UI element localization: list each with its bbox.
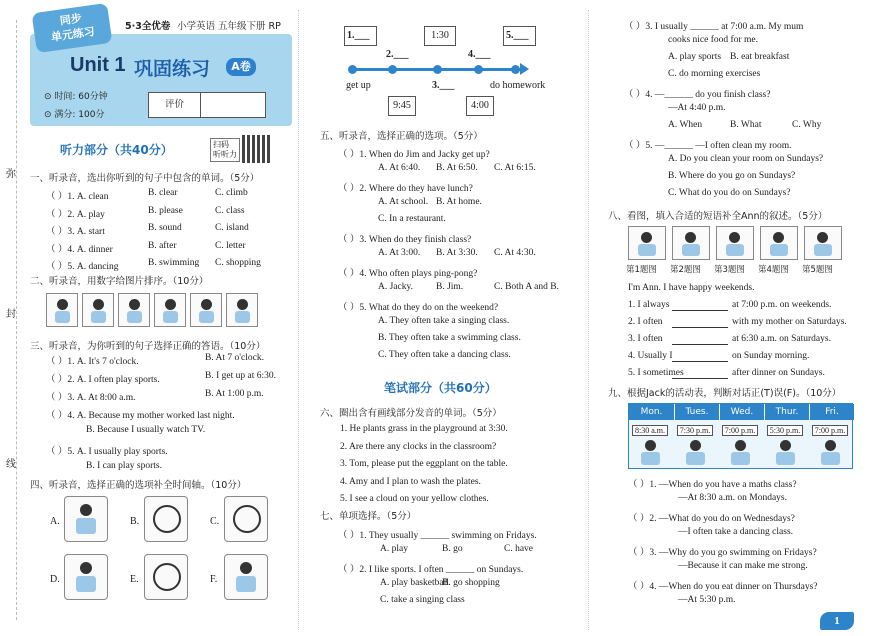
dialogue-answer: —At 5:30 p.m.	[678, 595, 736, 605]
dialogue-answer: —I often take a dancing class.	[678, 527, 794, 537]
body-icon	[814, 244, 832, 256]
weekend-picture	[760, 226, 798, 260]
question-option: B. At 6:50.	[436, 163, 478, 173]
dialogue-answer: —Because it can make me strong.	[678, 561, 808, 571]
person-icon	[773, 232, 784, 243]
question-option: B. eat breakfast	[730, 52, 790, 62]
writing-header: 笔试部分（共60分）	[384, 381, 497, 395]
question-option: B. At 3:30.	[436, 248, 478, 258]
clock-icon	[153, 505, 181, 533]
question: （ ）5. —______ —I often clean my room.	[624, 141, 792, 151]
question-option: B. At home.	[436, 197, 482, 207]
sentence: 3. Tom, please put the eggplant on the table.	[340, 459, 508, 469]
section-8-title: 八、看图，填入合适的短语补全Ann的叙述。（5分）	[608, 211, 828, 222]
fill-sentence-end: at 6:30 a.m. on Saturdays.	[732, 334, 831, 344]
activity-picture	[46, 293, 78, 327]
dialogue-answer: —At 8:30 a.m. on Mondays.	[678, 493, 787, 503]
option-row: （ ）1. A. clean	[46, 192, 109, 202]
series-label: 5·3全优卷 小学英语 五年级下册 RP	[125, 21, 281, 32]
timeline-slot-5: 5.___	[503, 26, 536, 46]
answer-b: B. At 1:00 p.m.	[205, 389, 264, 399]
option-row: （ ）5. A. dancing	[46, 262, 119, 272]
person-icon	[237, 299, 248, 310]
qr-label: 扫码 听听力	[210, 138, 240, 162]
option-label: E.	[130, 574, 139, 585]
option-c: C. class	[215, 205, 245, 216]
question-option: B. Jim.	[436, 282, 464, 292]
activity-time: 7:00 p.m.	[722, 425, 758, 436]
section-9-title: 九、根据Jack的活动表，判断对话正(T)误(F)。（10分）	[608, 388, 842, 399]
evaluation-box	[148, 92, 266, 118]
activity-picture	[154, 293, 186, 327]
header-banner	[30, 6, 292, 126]
answer-row: （ ）1. A. It's 7 o'clock.	[46, 357, 139, 367]
fill-sentence-start: 4. Usually I	[628, 351, 673, 361]
timeline-slot-2: 2.___	[386, 49, 409, 60]
activity-picture	[118, 293, 150, 327]
option-b: B. after	[148, 240, 177, 251]
question: （ ）5. What do they do on the weekend?	[338, 303, 499, 313]
fill-sentence-end: after dinner on Sundays.	[732, 368, 825, 378]
time-label: ⊙ 时间: 60分钟	[44, 92, 108, 102]
question-option: C. At 6:15.	[494, 163, 536, 173]
question-option: A. Jacky.	[378, 282, 413, 292]
qr-code-icon[interactable]	[242, 135, 270, 163]
person-icon	[729, 232, 740, 243]
question-option: A. play basketball	[380, 578, 449, 588]
person-icon	[240, 562, 252, 574]
section-3-title: 三、听录音，为你听到的句子选择正确的答语。（10分）	[30, 341, 266, 352]
option-b: B. sound	[148, 223, 182, 233]
question: （ ）4. —______ do you finish class?	[624, 90, 771, 100]
body-icon	[235, 311, 250, 323]
fill-sentence-end: on Sunday morning.	[732, 351, 810, 361]
question-option: C. Both A and B.	[494, 282, 559, 292]
column-divider	[588, 10, 589, 630]
option-picture	[224, 554, 268, 600]
answer-row: （ ）3. A. At 8:00 a.m.	[46, 393, 136, 403]
dialogue-question: （ ）1. —When do you have a maths class?	[628, 480, 797, 490]
activity-time: 7:30 p.m.	[677, 425, 713, 436]
body-icon	[770, 244, 788, 256]
answer-blank	[672, 310, 728, 311]
option-c: C. shopping	[215, 258, 261, 268]
timeline-slot-1: 1.___	[344, 26, 377, 46]
question-option: C. In a restaurant.	[378, 214, 446, 224]
fill-sentence-end: at 7:00 p.m. on weekends.	[732, 300, 832, 310]
title-chinese: 巩固练习	[134, 58, 211, 80]
section-5-title: 五、听录音，选择正确的选项。（5分）	[320, 131, 483, 142]
person-icon	[780, 440, 791, 451]
margin-label: 线	[6, 459, 16, 470]
option-label: A.	[50, 516, 60, 527]
fill-sentence-start: 3. I often	[628, 334, 663, 344]
clock-icon	[153, 563, 181, 591]
question-option: A. play sports	[668, 52, 722, 62]
option-picture	[144, 496, 188, 542]
question: （ ）1. They usually ______ swimming on Fridays.	[338, 531, 537, 541]
badge-a: A卷	[226, 58, 256, 76]
body-icon	[682, 244, 700, 256]
body-icon	[163, 311, 178, 323]
timeline-dot	[511, 65, 520, 74]
answer-blank	[672, 378, 728, 379]
person-icon	[80, 504, 92, 516]
person-icon	[817, 232, 828, 243]
question: （ ）4. Who often plays ping-pong?	[338, 269, 478, 279]
person-icon	[93, 299, 104, 310]
body-icon	[76, 518, 96, 534]
answer-row: B. Because I usually watch TV.	[86, 425, 206, 435]
question-option: C. have	[504, 544, 534, 554]
activity-time: 5:30 p.m.	[767, 425, 803, 436]
timeline-dot	[348, 65, 357, 74]
timeline-dot	[474, 65, 483, 74]
option-label: F.	[210, 574, 218, 585]
timeline-time-3: 4:00	[466, 96, 494, 116]
section-4-title: 四、听录音，选择正确的选项补全时间轴。（10分）	[30, 480, 247, 491]
sync-tag-line1: 同步	[59, 11, 83, 28]
option-picture	[64, 496, 108, 542]
answer-row: （ ）5. A. I usually play sports.	[46, 447, 168, 457]
question-continued: —At 4:40 p.m.	[668, 103, 726, 113]
person-icon	[57, 299, 68, 310]
unit-title: Unit 1	[70, 54, 126, 76]
activity-time: 7:00 p.m.	[812, 425, 848, 436]
option-picture	[144, 554, 188, 600]
activity-picture	[190, 293, 222, 327]
fill-sentence-end: with my mother on Saturdays.	[732, 317, 847, 327]
sentence: 1. He plants grass in the playground at 3:30.	[340, 424, 508, 434]
answer-row: B. I can play sports.	[86, 461, 162, 471]
answer-row: （ ）4. A. Because my mother worked last night.	[46, 411, 235, 421]
weekend-picture	[672, 226, 710, 260]
weekend-picture	[804, 226, 842, 260]
sentence: 4. Amy and I plan to wash the plates.	[340, 476, 481, 487]
body-icon	[236, 576, 256, 592]
section-1-title: 一、听录音，选出你听到的句子中包含的单词。（5分）	[30, 173, 260, 184]
timeline-start-label: get up	[346, 80, 371, 91]
column-divider	[298, 10, 299, 630]
day-header: Thur.	[764, 404, 809, 420]
option-picture	[64, 554, 108, 600]
option-b: B. please	[148, 205, 183, 216]
timeline-slot-4: 4.___	[468, 49, 491, 60]
activity-table-frame	[628, 403, 853, 469]
body-icon	[686, 452, 705, 465]
dialogue-question: （ ）3. —Why do you go swimming on Fridays?	[628, 548, 817, 558]
person-icon	[641, 232, 652, 243]
section-7-title: 七、单项选择。（5分）	[320, 511, 417, 522]
question-option: A. At school.	[378, 197, 429, 207]
question-option: C. At 4:30.	[494, 248, 536, 258]
person-icon	[645, 440, 656, 451]
body-icon	[641, 452, 660, 465]
body-icon	[91, 311, 106, 323]
margin-label: 封	[6, 309, 16, 320]
question-option: C. Why	[792, 120, 822, 130]
dialogue-question: （ ）2. —What do you do on Wednesdays?	[628, 514, 795, 524]
question: （ ）1. When do Jim and Jacky get up?	[338, 150, 490, 160]
question-option: C. do morning exercises	[668, 69, 761, 79]
score-label: ⊙ 满分: 100分	[44, 110, 105, 120]
timeline-time-1: 1:30	[424, 26, 456, 46]
question: （ ）3. I usually ______ at 7:00 a.m. My mum	[624, 22, 804, 32]
weekend-picture	[628, 226, 666, 260]
clock-icon	[233, 505, 261, 533]
question-option: A. At 6:40.	[378, 163, 421, 173]
body-icon	[55, 311, 70, 323]
answer-blank	[672, 361, 728, 362]
question-option: A. When	[668, 120, 703, 130]
question-option: B. go	[442, 544, 463, 554]
answer-blank	[672, 327, 728, 328]
picture-caption: 第4题图	[758, 265, 789, 275]
question-option: B. go shopping	[442, 578, 500, 588]
question-option: A. play	[380, 544, 408, 554]
question-option: A. At 3:00.	[378, 248, 421, 258]
evaluation-label: 评价	[149, 93, 201, 117]
question-option: B. Where do you go on Sundays?	[668, 171, 796, 181]
margin-label: 弥	[6, 169, 16, 180]
timeline-dot	[388, 65, 397, 74]
timeline-end-label: do homework	[490, 80, 546, 91]
body-icon	[638, 244, 656, 256]
question-option: C. They often take a dancing class.	[378, 350, 511, 360]
person-icon	[129, 299, 140, 310]
question-option: B. They often take a swimming class.	[378, 333, 521, 343]
question: （ ）2. I like sports. I often ______ on Sundays.	[338, 565, 524, 575]
body-icon	[731, 452, 750, 465]
person-icon	[80, 562, 92, 574]
option-label: C.	[210, 516, 220, 527]
body-icon	[726, 244, 744, 256]
fill-sentence-start: 2. I often	[628, 317, 663, 327]
answer-blank	[672, 344, 728, 345]
question-continued: cooks nice food for me.	[668, 35, 758, 45]
section-2-title: 二、听录音，用数字给图片排序。（10分）	[30, 276, 209, 287]
option-b: B. clear	[148, 188, 178, 198]
person-icon	[825, 440, 836, 451]
sentence: 2. Are there any clocks in the classroom?	[340, 441, 497, 452]
question: （ ）2. Where do they have lunch?	[338, 184, 473, 194]
person-icon	[735, 440, 746, 451]
day-header: Mon.	[629, 404, 674, 420]
body-icon	[776, 452, 795, 465]
body-icon	[199, 311, 214, 323]
section-8-intro: I'm Ann. I have happy weekends.	[628, 283, 755, 293]
body-icon	[76, 576, 96, 592]
picture-caption: 第2题图	[670, 265, 701, 275]
option-row: （ ）2. A. play	[46, 209, 105, 220]
question-option: A. They often take a singing class.	[378, 316, 510, 326]
person-icon	[201, 299, 212, 310]
option-c: C. climb	[215, 188, 248, 198]
timeline-dot	[433, 65, 442, 74]
person-icon	[685, 232, 696, 243]
option-b: B. swimming	[148, 258, 200, 268]
option-c: C. island	[215, 223, 249, 233]
listening-header: 听力部分（共40分）	[60, 143, 173, 157]
section-6-title: 六、圈出含有画线部分发音的单词。（5分）	[320, 408, 502, 419]
question-option: C. What do you do on Sundays?	[668, 188, 791, 198]
option-picture	[224, 496, 268, 542]
sync-tag-line2: 单元练习	[50, 24, 96, 44]
activity-time: 8:30 a.m.	[632, 425, 668, 436]
option-label: B.	[130, 516, 140, 527]
picture-caption: 第1题图	[626, 265, 657, 275]
picture-caption: 第3题图	[714, 265, 745, 275]
timeline-time-2: 9:45	[388, 96, 416, 116]
timeline-slot-3: 3.___	[432, 80, 455, 91]
fill-sentence-start: 1. I always	[628, 300, 670, 310]
dialogue-question: （ ）4. —When do you eat dinner on Thursdays?	[628, 582, 818, 592]
option-row: （ ）3. A. start	[46, 227, 105, 237]
fill-sentence-start: 5. I sometimes	[628, 368, 684, 378]
question-option: A. Do you clean your room on Sundays?	[668, 154, 824, 164]
body-icon	[821, 452, 840, 465]
answer-b: B. I get up at 6:30.	[205, 371, 276, 381]
person-icon	[690, 440, 701, 451]
answer-row: （ ）2. A. I often play sports.	[46, 375, 160, 385]
question-option: B. What	[730, 120, 762, 130]
day-header: Wed.	[719, 404, 764, 420]
page-number: 1	[820, 612, 854, 630]
question-option: C. take a singing class	[380, 595, 465, 605]
day-header: Fri.	[809, 404, 854, 420]
option-label: D.	[50, 574, 60, 585]
timeline-arrow-icon	[520, 63, 529, 75]
body-icon	[127, 311, 142, 323]
cut-line	[16, 20, 17, 620]
sentence: 5. I see a cloud on your yellow clothes.	[340, 494, 489, 504]
picture-caption: 第5题图	[802, 265, 833, 275]
question: （ ）3. When do they finish class?	[338, 235, 472, 245]
option-c: C. letter	[215, 240, 246, 251]
person-icon	[165, 299, 176, 310]
weekend-picture	[716, 226, 754, 260]
option-row: （ ）4. A. dinner	[46, 244, 113, 255]
activity-picture	[226, 293, 258, 327]
answer-b: B. At 7 o'clock.	[205, 353, 264, 363]
activity-picture	[82, 293, 114, 327]
day-header: Tues.	[674, 404, 719, 420]
